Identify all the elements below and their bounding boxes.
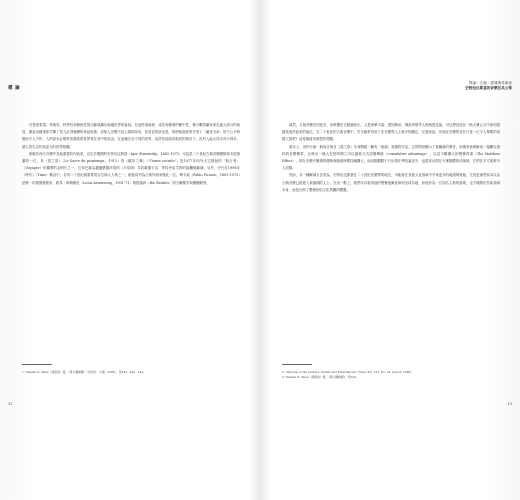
page-number: 12: [8, 402, 13, 406]
running-head: [465, 81, 512, 91]
footnote: 2. "Persons of the Century--Artists and Entertainers," Time (Vol. 151, No. 22, June 8, 1998).: [282, 370, 412, 374]
page-number: 13: [507, 402, 512, 406]
running-head-title: 導論・古典・經典與作曲家: [468, 81, 512, 85]
body-text: [282, 122, 500, 194]
footnote-rule: [282, 364, 312, 365]
running-head-subtitle: 史特拉汶斯基的音樂及其公眾: [465, 86, 512, 90]
footnotes: [22, 370, 237, 375]
paragraph: 誠然，古典音樂史同是多，但唯獨史氏脫穎而出，又是與畢卡索、愛因斯坦、佛洛伊德等人物相提並論，可以想見他在一般大眾心目中如何超越其他作曲家的地位。在二十世紀的古典音樂中，史氏確實得到了非音樂界人士最多的關注，反過來說，作曲在音樂界並非只是一位令人尊敬的美國人物吧？這是個值得深思的問題。: [282, 123, 500, 142]
paragraph: 然而，另一種解讀方法認為，史特拉汶斯基在二十世紀音樂界的地位，可能會在其他文化領域中引來更多的疑慮與質疑，尤其是那些原本以為古典音樂已經進入衰落期的人士。在這一點上，我們可以看到他的聲譽逐漸延伸到全球各地，而他作為一位知名人物的意義，也不僅限於作曲領域本身，而是反映了整個世紀文化景觀的變遷。: [282, 173, 500, 192]
right-page: [260, 0, 520, 500]
paragraph: 相較於西方音樂中其他重要的作曲家，出生於俄國的史特拉汶斯基（Igor Stravinsky，1882-1971）可說是二十世紀古典音樂圈無知名度最廣的一位，其《春之祭》（Le Sacre du printemps，1913）的《獻祭之舞》（"Danse sacrale"）是1977年向外太空發射的「航行者」（Voyager）所攜帶的金唱片之一，它和巴赫為鍵盤樂器所寫的《平均律》共同載運宇宙，等待外星生物的接觸與解讀。另外，史氏在1998年《時代》（Time）雜誌中，名列二十世紀最重要的百位偉大人物之一，跟他同列為古典作曲家僅此一位。畢卡索（Pablo Picasso，1881-1973）是唯一的視覺藝術家，路易・阿姆斯壯（Louis Armstrong，1901-71）與披頭四（the Beatles）則分屬樂手與樂團類別。: [22, 151, 241, 185]
paragraph: 基本上，這份史論一般而言始自《春之祭》本身開啟一齣有「極端」意識的作品，它的問世顯示了某種新的聲音，而後來被理解成一場難以預料的音樂變革，反映出一個人在短時間之內以激進方式改變傳統（cumulative advantage），以及不斷擴大的聲譽背書（The Matthew Effect），即在音樂中累積的優勢會隨著時間持續擴大。而這類觀點不只出現在學院論述中，也經常出現在大眾媒體的評論裡，它們在多方面都令人信服。: [282, 144, 500, 171]
running-head: 導 論: [8, 86, 21, 91]
footnote: 3. Nassim N. Taleb（塔雷伯）著，《黑天鵝效應》，頁322。: [282, 374, 359, 379]
footnote: 1. Nassim N. Taleb（塔雷伯）著，《黑天鵝效應》（台北市：大塊，2008），頁343、440、442。: [22, 370, 146, 374]
footnotes: [282, 370, 497, 380]
body-text: [22, 122, 240, 187]
paragraph: 在搭著電視、學術性、科學性和藝術性的活動就屬於極端世界的會員。在這些領域裡，成功有賴要的衝中性，稀少數的贏家拿走絕大部分的會員，雖說這種現象打擊了努力必得報酬的神話故事，卻相人世間不甚公義的面向，但其並的狀況是，即使極端世界享受了「贏者全拿」的不公平特徵而令人不快，人們卻未必覺察所謂真實世界竟在其中的狀況。在這種完全不同的世界，或許其他面向相同的情況下，沒有人能大得多或小得多，個人的生活仍與更大的世界相關。: [22, 123, 240, 149]
footnote-rule: [22, 364, 52, 365]
